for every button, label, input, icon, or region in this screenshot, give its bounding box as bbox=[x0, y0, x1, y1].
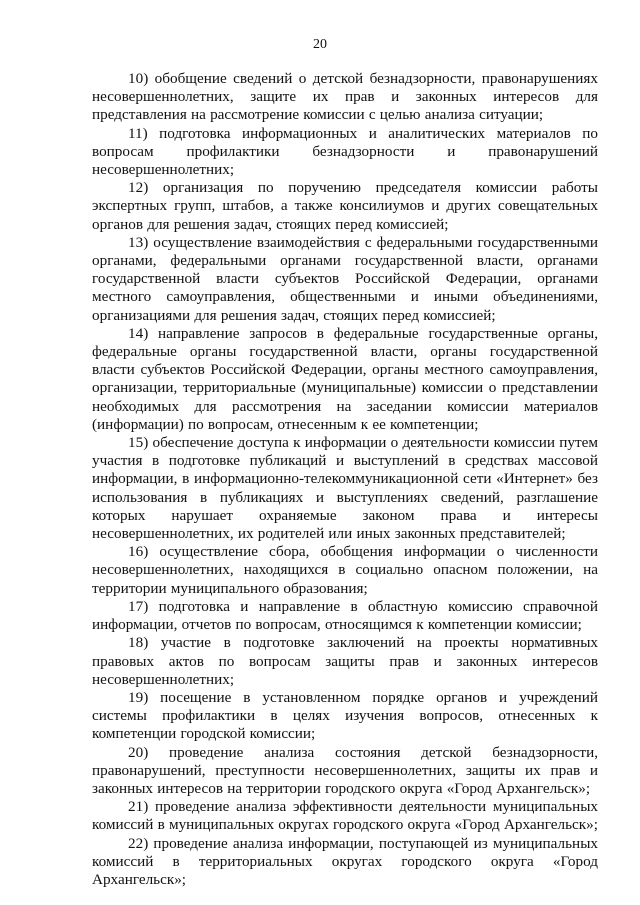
list-item-22: 22) проведение анализа информации, поступающей из муниципальных комиссий в территориальных округах городского округа «Город Архангельск»; bbox=[92, 834, 598, 888]
list-item-16: 16) осуществление сбора, обобщения информации о численности несовершеннолетних, находящихся в социально опасном положении, на территории муниципального образования; bbox=[92, 543, 598, 597]
list-item-17: 17) подготовка и направление в областную комиссию справочной информации, отчетов по вопросам, относящимся к компетенции комиссии; bbox=[92, 597, 598, 634]
list-item-10: 10) обобщение сведений о детской безнадзорности, правонарушениях несовершеннолетних, защите их прав и законных интересов для представления на рассмотрение комиссии с целью анализа ситуации; bbox=[92, 70, 598, 124]
list-item-13: 13) осуществление взаимодействия с федеральными государственными органами, федеральными органами государственной власти, органами государственной власти субъектов Российской Федерации, органами местного самоуправления, общественными и иными объединениями, организациями для решения задач, стоящих перед комиссией; bbox=[92, 233, 598, 324]
list-item-18: 18) участие в подготовке заключений на проекты нормативных правовых актов по вопросам защиты прав и законных интересов несовершеннолетних; bbox=[92, 634, 598, 688]
list-item-14: 14) направление запросов в федеральные государственные органы, федеральные органы государственной власти, органы государственной власти субъектов Российской Федерации, органы местного самоуправления, организации, территориальные (муниципальные) комиссии о представлении необходимых для рассмотрения на заседании комиссии материалов (информации) по вопросам, отнесенным к ее компетенции; bbox=[92, 324, 598, 433]
list-item-15: 15) обеспечение доступа к информации о деятельности комиссии путем участия в подготовке публикаций и выступлений в средствах массовой информации, в информационно-телекоммуникационной сети «Интернет» без использования в публикациях и выступлениях сведений, разглашение которых нарушает охраняемые законом права и интересы несовершеннолетних, их родителей или иных законных представителей; bbox=[92, 434, 598, 543]
document-body bbox=[92, 70, 598, 889]
page-number: 20 bbox=[313, 37, 327, 52]
list-item-20: 20) проведение анализа состояния детской безнадзорности, правонарушений, преступности несовершеннолетних, защиты их прав и законных интересов на территории городского округа «Город Архангельск»; bbox=[92, 743, 598, 797]
list-item-11: 11) подготовка информационных и аналитических материалов по вопросам профилактики безнадзорности и правонарушений несовершеннолетних; bbox=[92, 124, 598, 179]
list-item-19: 19) посещение в установленном порядке органов и учреждений системы профилактики в целях изучения вопросов, отнесенных к компетенции городской комиссии; bbox=[92, 688, 598, 743]
list-item-21: 21) проведение анализа эффективности деятельности муниципальных комиссий в муниципальных округах городского округа «Город Архангельск»; bbox=[92, 798, 598, 834]
list-item-12: 12) организация по поручению председателя комиссии работы экспертных групп, штабов, а также консилиумов и других совещательных органов для решения задач, стоящих перед комиссией; bbox=[92, 179, 598, 233]
